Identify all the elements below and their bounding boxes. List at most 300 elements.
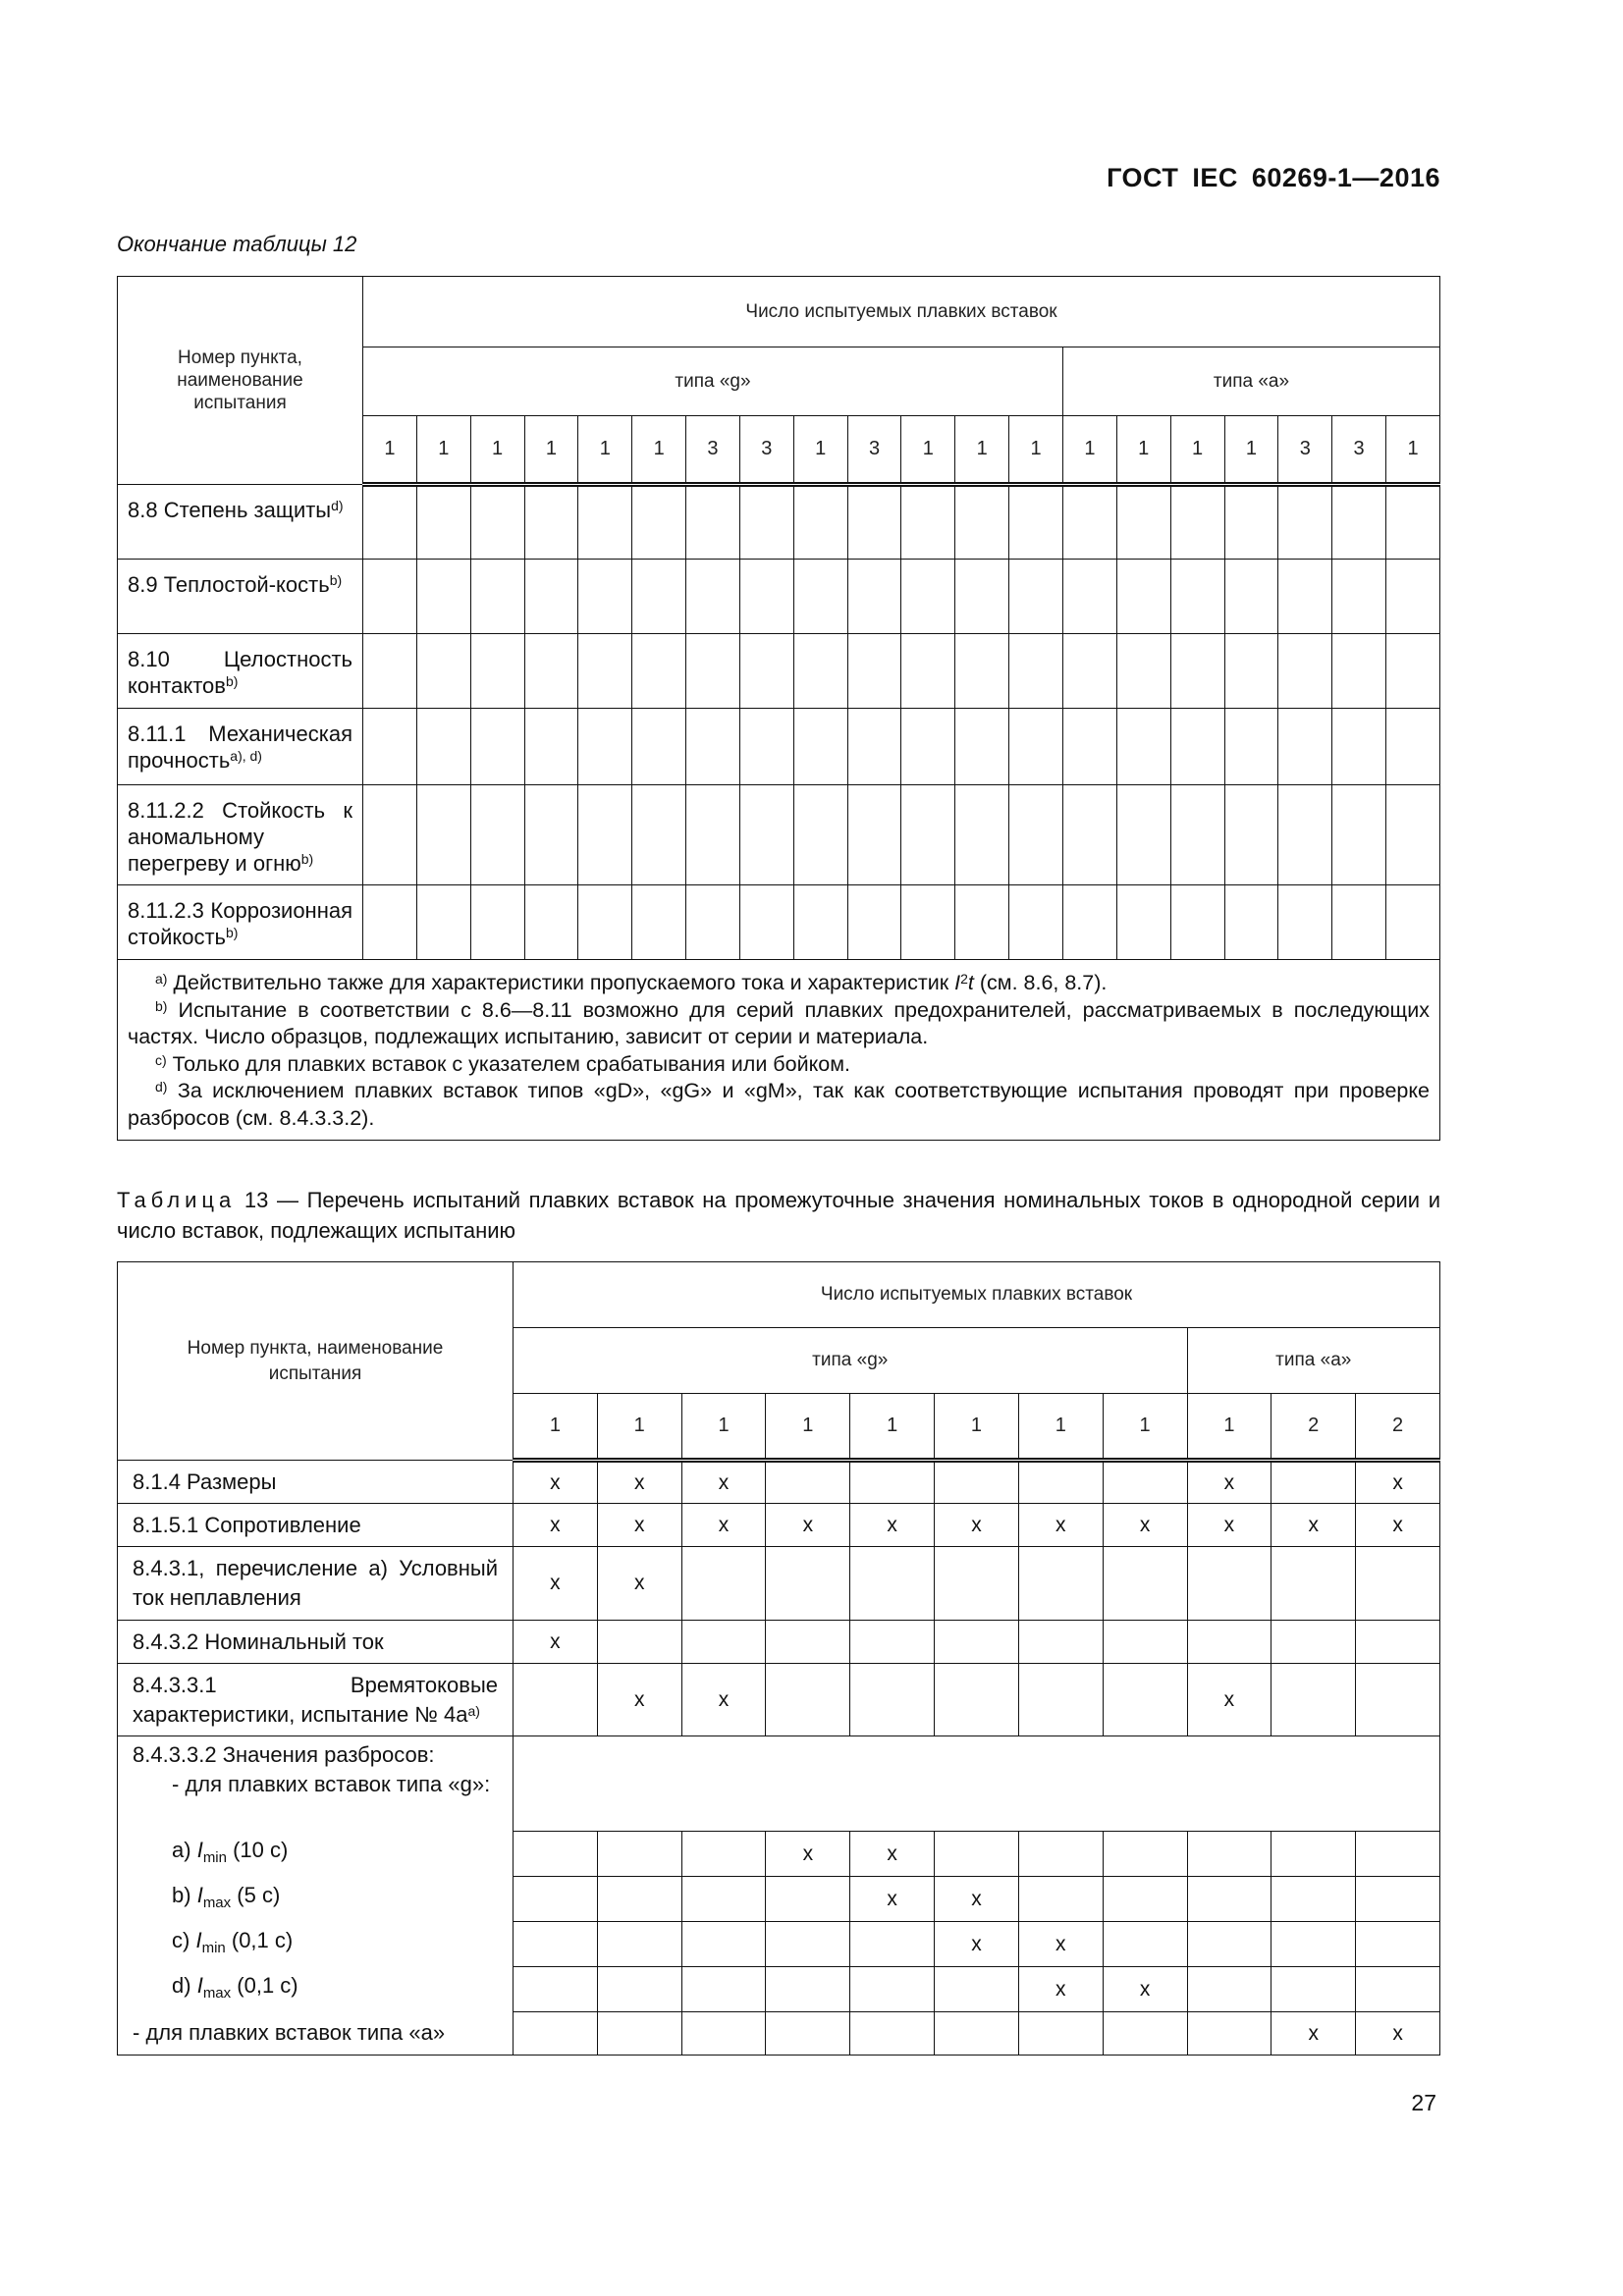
table-cell <box>850 1922 935 1967</box>
table-cell <box>416 709 470 785</box>
table-cell <box>793 885 847 960</box>
table-cell <box>597 1832 681 1877</box>
row-label: c) $I_{min}$ (0,1 с) <box>118 1922 514 1967</box>
table-cell <box>632 709 686 785</box>
check-mark-cell: x <box>597 1547 681 1621</box>
table-cell <box>1009 709 1063 785</box>
table-cell <box>470 634 524 709</box>
table-cell <box>1271 1922 1356 1967</box>
table-row <box>118 785 1440 885</box>
table-cell <box>686 560 740 634</box>
row-label: - для плавких вставок типа «a» <box>118 2012 514 2056</box>
table-cell <box>766 1664 850 1736</box>
merged-empty-cell <box>514 1736 1440 1832</box>
table-cell <box>363 709 417 785</box>
table-cell <box>847 885 901 960</box>
table-cell <box>1224 560 1278 634</box>
table-cell <box>850 1967 935 2012</box>
table-cell <box>681 1832 766 1877</box>
standard-code: ГОСТ IEC 60269-1—2016 <box>1107 163 1440 192</box>
table-cell <box>1224 885 1278 960</box>
table-cell <box>514 1922 598 1967</box>
table-cell <box>901 785 955 885</box>
table-row <box>118 485 1440 560</box>
table-row <box>118 1621 1440 1664</box>
table-cell <box>766 1547 850 1621</box>
check-mark-cell: x <box>935 1504 1019 1547</box>
count-a-6: 3 <box>1332 416 1386 485</box>
table-cell <box>1116 560 1170 634</box>
row-label-header: Номер пункта, наименование испытания <box>118 277 363 485</box>
count-g-3: 1 <box>470 416 524 485</box>
row-label: b) $I_{max}$ (5 с) <box>118 1877 514 1922</box>
table-cell <box>1116 709 1170 785</box>
table-cell <box>850 2012 935 2056</box>
table-cell <box>1187 1621 1271 1664</box>
table-cell <box>847 560 901 634</box>
table-cell <box>955 785 1009 885</box>
table-cell <box>1332 885 1386 960</box>
type-g-header: типа «g» <box>514 1328 1188 1394</box>
table-cell <box>850 1621 935 1664</box>
table-cell <box>1187 2012 1271 2056</box>
group-title-header: Число испытуемых плавких вставок <box>363 277 1440 347</box>
table-cell <box>1018 1461 1103 1504</box>
table-cell <box>632 785 686 885</box>
table-cell <box>416 634 470 709</box>
check-mark-cell: x <box>1187 1664 1271 1736</box>
table-row <box>118 885 1440 960</box>
count-a-4: 1 <box>1224 416 1278 485</box>
table-cell <box>850 1664 935 1736</box>
table-cell <box>935 1967 1019 2012</box>
table-cell <box>597 1967 681 2012</box>
table-cell <box>1224 634 1278 709</box>
table-cell <box>1018 1877 1103 1922</box>
table-cell <box>1062 634 1116 709</box>
table-cell <box>1332 709 1386 785</box>
table-cell <box>524 634 578 709</box>
table-cell <box>524 709 578 785</box>
table-cell <box>686 785 740 885</box>
table-cell <box>1103 1877 1187 1922</box>
table-cell <box>1386 785 1440 885</box>
table-cell <box>1062 709 1116 785</box>
count-g-6: 1 <box>935 1394 1019 1461</box>
table-row <box>118 1736 1440 1832</box>
check-mark-cell: x <box>850 1504 935 1547</box>
count-g-10: 3 <box>847 416 901 485</box>
table-cell <box>597 1877 681 1922</box>
table-cell <box>793 560 847 634</box>
table-cell <box>793 709 847 785</box>
table-cell <box>1170 709 1224 785</box>
type-g-header: типа «g» <box>363 347 1063 416</box>
table-cell <box>632 485 686 560</box>
count-a-1: 1 <box>1187 1394 1271 1461</box>
table-cell <box>1103 1832 1187 1877</box>
table-cell <box>681 1621 766 1664</box>
count-g-4: 1 <box>766 1394 850 1461</box>
group-title-header: Число испытуемых плавких вставок <box>514 1262 1440 1328</box>
check-mark-cell: x <box>1018 1922 1103 1967</box>
table-cell <box>1009 785 1063 885</box>
count-g-2: 1 <box>597 1394 681 1461</box>
count-g-8: 3 <box>739 416 793 485</box>
row-label: 8.1.4 Размеры <box>118 1461 514 1504</box>
table-cell <box>1356 1832 1440 1877</box>
table-cell <box>1278 634 1332 709</box>
table-row <box>118 1504 1440 1547</box>
table-cell <box>1386 634 1440 709</box>
table-row <box>118 2012 1440 2056</box>
row-label: 8.11.2.3 Коррозионная стойкость$^{b)}$ <box>118 885 363 960</box>
table-cell <box>793 785 847 885</box>
table13-caption: Таблица 13 — Перечень испытаний плавких вставок на промежуточные значения номинальных токов в однородной серии и число вставок, подлежащих испытанию <box>117 1188 1440 1243</box>
table-cell <box>470 709 524 785</box>
table-cell <box>1271 1547 1356 1621</box>
table-cell <box>686 634 740 709</box>
table-cell <box>1356 1967 1440 2012</box>
row-label: a) $I_{min}$ (10 с) <box>118 1832 514 1877</box>
table-cell <box>578 885 632 960</box>
check-mark-cell: x <box>597 1664 681 1736</box>
count-g-9: 1 <box>793 416 847 485</box>
table-cell <box>739 785 793 885</box>
check-mark-cell: x <box>681 1664 766 1736</box>
footnote-c: $^{c)}$ Только для плавких вставок с указателем срабатывания или бойком. <box>155 1051 850 1076</box>
table-cell <box>955 709 1009 785</box>
table-cell <box>935 1621 1019 1664</box>
table-cell <box>1224 709 1278 785</box>
table-cell <box>766 1621 850 1664</box>
table-cell <box>416 885 470 960</box>
table-cell <box>1103 1922 1187 1967</box>
table-cell <box>766 1877 850 1922</box>
row-label: d) $I_{max}$ (0,1 с) <box>118 1967 514 2012</box>
check-mark-cell: x <box>1187 1461 1271 1504</box>
table-12 <box>117 276 1440 1141</box>
table-cell <box>935 1832 1019 1877</box>
table-cell <box>1332 560 1386 634</box>
check-mark-cell: x <box>1103 1967 1187 2012</box>
table-cell <box>597 1621 681 1664</box>
table-cell <box>514 1877 598 1922</box>
check-mark-cell: x <box>1356 1504 1440 1547</box>
table-cell <box>524 560 578 634</box>
table-cell <box>470 560 524 634</box>
table-cell <box>1103 1621 1187 1664</box>
check-mark-cell: x <box>514 1504 598 1547</box>
check-mark-cell: x <box>514 1621 598 1664</box>
check-mark-cell: x <box>1018 1967 1103 2012</box>
table-cell <box>847 785 901 885</box>
count-g-1: 1 <box>514 1394 598 1461</box>
count-a-2: 2 <box>1271 1394 1356 1461</box>
check-mark-cell: x <box>1356 2012 1440 2056</box>
table-13 <box>117 1261 1440 2056</box>
table-cell <box>1356 1664 1440 1736</box>
table-cell <box>470 885 524 960</box>
table-cell <box>850 1547 935 1621</box>
table-cell <box>1386 560 1440 634</box>
table-cell <box>1018 1621 1103 1664</box>
table-cell <box>1009 485 1063 560</box>
table-cell <box>1170 560 1224 634</box>
table-cell <box>1062 560 1116 634</box>
table-cell <box>1170 885 1224 960</box>
table-cell <box>1271 1461 1356 1504</box>
table-cell <box>1271 1621 1356 1664</box>
table-cell <box>1062 885 1116 960</box>
table-cell <box>632 634 686 709</box>
table-cell <box>955 485 1009 560</box>
table-cell <box>1187 1547 1271 1621</box>
count-a-5: 3 <box>1278 416 1332 485</box>
table-cell <box>1009 634 1063 709</box>
table-cell <box>1009 885 1063 960</box>
count-g-2: 1 <box>416 416 470 485</box>
table-cell <box>524 885 578 960</box>
table-cell <box>1116 785 1170 885</box>
footnote-d: $^{d)}$ За исключением плавких вставок типов «gD», «gG» и «gM», так как соответствующие испытания проводят при проверке разбросов (см. 8.4.3.3.2). <box>128 1079 1430 1130</box>
row-label: 8.4.3.2 Номинальный ток <box>118 1621 514 1664</box>
footnote-b: $^{b)}$ Испытание в соответствии с 8.6—8.11 возможно для серий плавких предохранителей, рассматриваемых в последующих частях. Число образцов, подлежащих испытанию, зависит от серии и материала. <box>128 997 1430 1048</box>
table-cell <box>1018 1832 1103 1877</box>
table-cell <box>514 1832 598 1877</box>
count-g-12: 1 <box>955 416 1009 485</box>
table-cell <box>524 785 578 885</box>
table-cell <box>1187 1877 1271 1922</box>
check-mark-cell: x <box>1271 1504 1356 1547</box>
check-mark-cell: x <box>850 1832 935 1877</box>
table-cell <box>1332 485 1386 560</box>
table-cell <box>766 1461 850 1504</box>
count-g-5: 1 <box>578 416 632 485</box>
check-mark-cell: x <box>850 1877 935 1922</box>
table-cell <box>739 634 793 709</box>
count-a-1: 1 <box>1062 416 1116 485</box>
table-cell <box>1386 709 1440 785</box>
check-mark-cell: x <box>681 1504 766 1547</box>
table-cell <box>681 1922 766 1967</box>
check-mark-cell: x <box>597 1461 681 1504</box>
table-cell <box>686 709 740 785</box>
table-cell <box>1103 1664 1187 1736</box>
row-label: 8.9 Теплостой-кость$^{b)}$ <box>118 560 363 634</box>
table-cell <box>1009 560 1063 634</box>
table-cell <box>524 485 578 560</box>
table12-continuation-caption: Окончание таблицы 12 <box>117 232 357 256</box>
table-row <box>118 560 1440 634</box>
table-cell <box>1103 2012 1187 2056</box>
table-cell <box>1271 1832 1356 1877</box>
table-cell <box>470 485 524 560</box>
table-cell <box>363 785 417 885</box>
table-cell <box>739 885 793 960</box>
row-label: 8.11.2.2 Стойкость к аномальному перегреву и огню$^{b)}$ <box>118 785 363 885</box>
table-row <box>118 709 1440 785</box>
row-label: 8.4.3.1, перечисление a) Условный ток неплавления <box>118 1547 514 1621</box>
table-cell <box>1170 634 1224 709</box>
table-cell <box>1332 785 1386 885</box>
table-cell <box>1103 1461 1187 1504</box>
table-row <box>118 1967 1440 2012</box>
table-cell <box>363 885 417 960</box>
row-label: 8.10 Целостность контактов$^{b)}$ <box>118 634 363 709</box>
count-g-4: 1 <box>524 416 578 485</box>
table-cell <box>363 485 417 560</box>
count-g-7: 3 <box>686 416 740 485</box>
check-mark-cell: x <box>1187 1504 1271 1547</box>
row-label: 8.8 Степень защиты$^{d)}$ <box>118 485 363 560</box>
table-cell <box>901 560 955 634</box>
count-g-3: 1 <box>681 1394 766 1461</box>
table-cell <box>1018 1664 1103 1736</box>
table-cell <box>1278 785 1332 885</box>
table-cell <box>1278 560 1332 634</box>
table-cell <box>578 785 632 885</box>
table-cell <box>1356 1922 1440 1967</box>
table-cell <box>632 560 686 634</box>
table-row <box>118 1922 1440 1967</box>
table-cell <box>470 785 524 885</box>
table-cell <box>955 634 1009 709</box>
table-cell <box>1278 709 1332 785</box>
table-cell <box>1187 1967 1271 2012</box>
table-cell <box>1356 1621 1440 1664</box>
table-cell <box>578 485 632 560</box>
table-cell <box>901 709 955 785</box>
count-g-11: 1 <box>901 416 955 485</box>
type-a-header: типа «a» <box>1062 347 1439 416</box>
count-g-1: 1 <box>363 416 417 485</box>
table-cell <box>739 485 793 560</box>
table-cell <box>901 485 955 560</box>
check-mark-cell: x <box>1018 1504 1103 1547</box>
table-cell <box>1187 1832 1271 1877</box>
count-a-3: 1 <box>1170 416 1224 485</box>
table-cell <box>514 2012 598 2056</box>
table-cell <box>514 1967 598 2012</box>
table-cell <box>363 560 417 634</box>
row-label: 8.4.3.3.2 Значения разбросов: - для плавких вставок типа «g»: <box>118 1736 514 1832</box>
table-cell <box>901 634 955 709</box>
table-cell <box>1062 485 1116 560</box>
check-mark-cell: x <box>1271 2012 1356 2056</box>
table-cell <box>1271 1664 1356 1736</box>
table-cell <box>847 634 901 709</box>
check-mark-cell: x <box>935 1922 1019 1967</box>
row-label: 8.4.3.3.1 Времятоковые характеристики, испытание № $4a^{a)}$ <box>118 1664 514 1736</box>
table-cell <box>514 1664 598 1736</box>
table-cell <box>1170 785 1224 885</box>
footnote-a: $^{a)}$ Действительно также для характеристики пропускаемого тока и характеристик $I^2t$ (см. 8.6, 8.7). <box>155 971 1108 994</box>
table-cell <box>578 709 632 785</box>
table-cell <box>766 2012 850 2056</box>
table-cell <box>793 634 847 709</box>
table-cell <box>1170 485 1224 560</box>
check-mark-cell: x <box>1103 1504 1187 1547</box>
check-mark-cell: x <box>681 1461 766 1504</box>
table-cell <box>793 485 847 560</box>
table-cell <box>935 1547 1019 1621</box>
row-label: 8.1.5.1 Сопротивление <box>118 1504 514 1547</box>
table-cell <box>1103 1547 1187 1621</box>
table-cell <box>681 2012 766 2056</box>
table-row <box>118 1461 1440 1504</box>
table-cell <box>1386 885 1440 960</box>
table-cell <box>850 1461 935 1504</box>
table-cell <box>935 1461 1019 1504</box>
count-g-7: 1 <box>1018 1394 1103 1461</box>
table-cell <box>901 885 955 960</box>
table-cell <box>1278 485 1332 560</box>
check-mark-cell: x <box>935 1877 1019 1922</box>
table-cell <box>1018 1547 1103 1621</box>
table12-footnotes <box>118 960 1440 1141</box>
table-cell <box>681 1967 766 2012</box>
table-cell <box>766 1967 850 2012</box>
check-mark-cell: x <box>514 1461 598 1504</box>
table-row <box>118 1547 1440 1621</box>
count-a-2: 1 <box>1116 416 1170 485</box>
table-cell <box>578 560 632 634</box>
table-cell <box>1116 634 1170 709</box>
row-label: 8.11.1 Механическая прочность$^{a), d)}$ <box>118 709 363 785</box>
count-g-5: 1 <box>850 1394 935 1461</box>
table-cell <box>739 560 793 634</box>
table-cell <box>578 634 632 709</box>
table-cell <box>739 709 793 785</box>
table-cell <box>1278 885 1332 960</box>
count-g-6: 1 <box>632 416 686 485</box>
page-number: 27 <box>1411 2090 1436 2115</box>
table-row <box>118 1664 1440 1736</box>
table-row <box>118 634 1440 709</box>
table-cell <box>1332 634 1386 709</box>
row-label-header: Номер пункта, наименование испытания <box>118 1262 514 1461</box>
table-cell <box>597 2012 681 2056</box>
check-mark-cell: x <box>597 1504 681 1547</box>
table-cell <box>935 1664 1019 1736</box>
count-g-13: 1 <box>1009 416 1063 485</box>
table-cell <box>363 634 417 709</box>
check-mark-cell: x <box>1356 1461 1440 1504</box>
table-cell <box>1224 785 1278 885</box>
check-mark-cell: x <box>766 1504 850 1547</box>
table-cell <box>955 885 1009 960</box>
count-a-7: 1 <box>1386 416 1440 485</box>
table-cell <box>955 560 1009 634</box>
table-cell <box>935 2012 1019 2056</box>
table-cell <box>632 885 686 960</box>
table-cell <box>681 1877 766 1922</box>
table-cell <box>1062 785 1116 885</box>
table-cell <box>1187 1922 1271 1967</box>
type-a-header: типа «a» <box>1187 1328 1440 1394</box>
table-cell <box>686 885 740 960</box>
table-cell <box>686 485 740 560</box>
table-cell <box>766 1922 850 1967</box>
table-cell <box>681 1547 766 1621</box>
count-g-8: 1 <box>1103 1394 1187 1461</box>
table-cell <box>1356 1877 1440 1922</box>
table-cell <box>1018 2012 1103 2056</box>
table-cell <box>847 485 901 560</box>
table-cell <box>597 1922 681 1967</box>
table-cell <box>1271 1967 1356 2012</box>
